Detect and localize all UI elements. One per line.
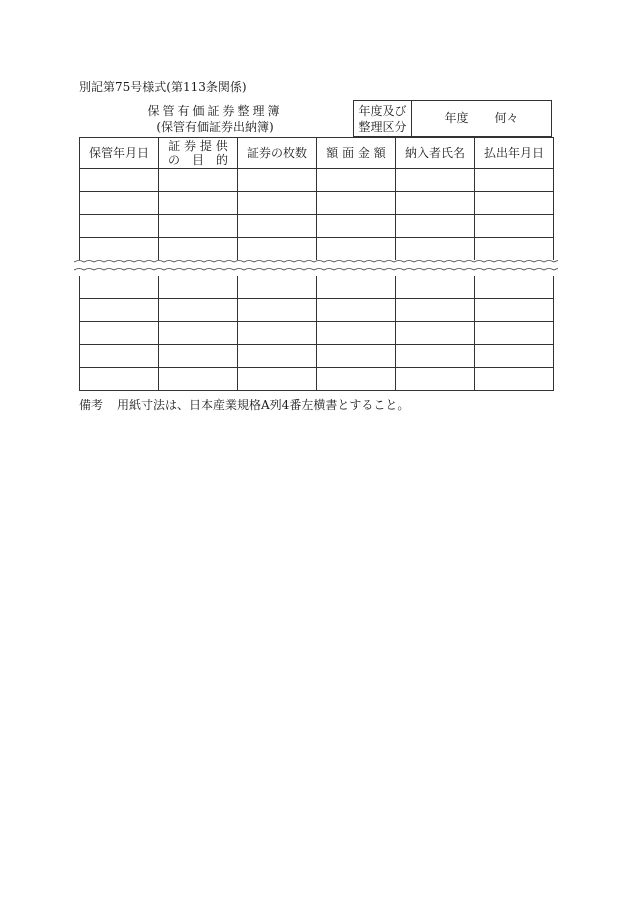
category-value: 何々 (494, 111, 519, 125)
remarks-label: 備考 (79, 398, 104, 412)
col-face-value: 額 面 金 額 (317, 138, 396, 169)
table-row (80, 215, 554, 238)
remarks-note (79, 397, 409, 413)
year-category-box (353, 100, 552, 137)
remarks-text: 用紙寸法は、日本産業規格A列4番左横書とすること。 (117, 398, 410, 412)
col-storage-date: 保管年月日 (80, 138, 159, 169)
table-row (80, 299, 554, 322)
table-row (80, 345, 554, 368)
table-row (80, 169, 554, 192)
table-row (80, 322, 554, 345)
ledger-table-top (79, 137, 554, 260)
col-payer-name: 納入者氏名 (396, 138, 475, 169)
year-category-label (354, 101, 412, 136)
table-row (80, 276, 554, 299)
ledger-title: 保管有価証券整理簿 (147, 104, 283, 118)
column-header-row (80, 138, 554, 169)
col-purpose: 証 券 提 供 の 目 的 (159, 138, 238, 169)
ledger-subtitle: (保管有価証券出納簿) (156, 120, 274, 134)
table-row (80, 368, 554, 391)
form-number: 別記第75号様式(第113条関係) (79, 80, 247, 94)
category-label: 整理区分 (358, 120, 407, 134)
year-value: 年度 (444, 111, 469, 125)
table-row (80, 192, 554, 215)
col-certificate-count: 証券の枚数 (238, 138, 317, 169)
col-payout-date: 払出年月日 (475, 138, 554, 169)
ledger-table-bottom (79, 276, 554, 391)
year-label: 年度及び (358, 104, 407, 118)
omission-break (74, 256, 558, 278)
year-category-value (412, 101, 551, 136)
